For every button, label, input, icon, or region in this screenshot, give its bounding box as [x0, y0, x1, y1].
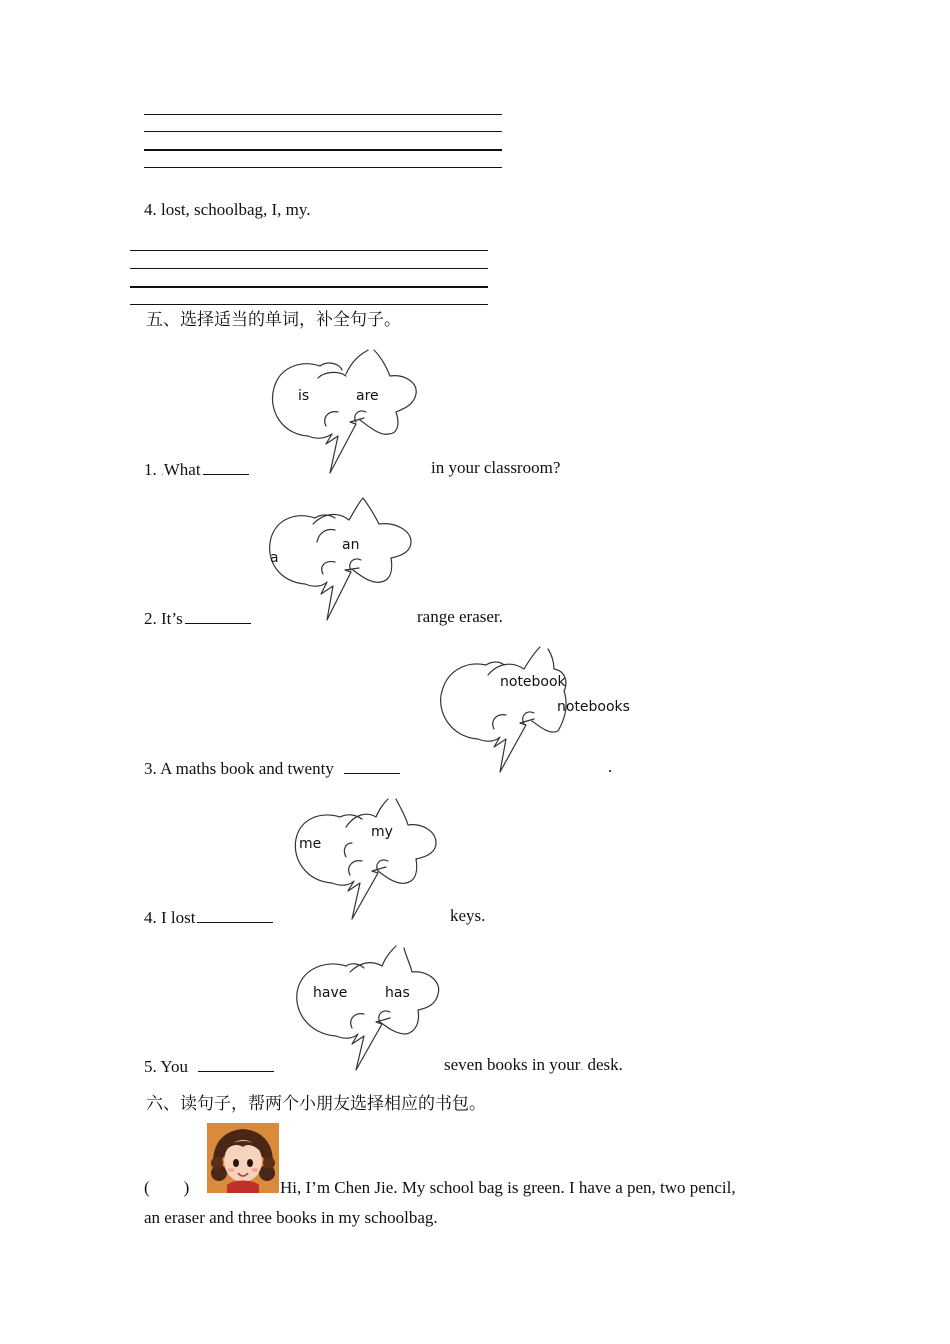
question-tail: range eraser. [417, 607, 503, 626]
writing-line [144, 149, 502, 151]
question-tail [444, 1056, 623, 1073]
question-number: 3. [144, 759, 161, 778]
question-text: A maths book and twenty [160, 759, 334, 778]
question-tail: in your classroom? [431, 458, 561, 477]
reading-sentence-2: an eraser and three books in my schoolbag. [144, 1208, 438, 1227]
option-word: are [356, 388, 379, 404]
reading-sentence-1: Hi, I’m Chen Jie. My school bag is green. I have a pen, two pencil, [280, 1178, 736, 1197]
reorder-question-4: 4. lost, schoolbag, I, my. [144, 200, 311, 219]
answer-blank[interactable] [198, 1056, 274, 1072]
writing-line [130, 286, 488, 288]
reading-line-1 [144, 1179, 189, 1196]
question-tail: . [608, 757, 613, 776]
writing-line [130, 304, 488, 305]
answer-parentheses[interactable]: ( ) [144, 1178, 190, 1197]
question-tail-text: seven books in your [444, 1055, 581, 1074]
fill-question-3 [144, 758, 400, 777]
answer-blank[interactable] [203, 459, 249, 475]
option-word: an [342, 537, 360, 553]
option-word: my [371, 824, 393, 840]
answer-blank[interactable] [185, 608, 251, 624]
cursor-mark: . [161, 466, 164, 478]
option-word: notebook [500, 674, 566, 690]
speech-bubble-icon [292, 946, 447, 1071]
question-tail-text: desk. [587, 1055, 623, 1074]
speech-bubble-icon [265, 498, 420, 623]
writing-line [144, 114, 502, 115]
section-6-title: 六、读句子，帮两个小朋友选择相应的书包。 [146, 1094, 486, 1114]
fill-question-4 [144, 907, 273, 926]
question-tail: keys. [450, 906, 486, 925]
question-number: 5. [144, 1057, 161, 1076]
answer-blank[interactable] [197, 907, 273, 923]
speech-bubble-icon [290, 797, 445, 922]
question-number: 2. [144, 609, 161, 628]
writing-line [144, 131, 502, 132]
cursor-mark: . [580, 1061, 584, 1073]
question-text: What [163, 460, 201, 479]
fill-question-2 [144, 608, 251, 627]
fill-question-1 [144, 459, 249, 478]
option-word: have [313, 985, 348, 1001]
girl-avatar-icon [207, 1123, 279, 1193]
question-text: You [160, 1057, 188, 1076]
writing-line [144, 167, 502, 168]
option-word: is [298, 388, 310, 404]
fill-question-5 [144, 1056, 274, 1075]
section-5-title: 五、选择适当的单词，补全句子。 [146, 310, 401, 330]
answer-blank[interactable] [344, 758, 400, 774]
question-number: 1. [144, 460, 161, 479]
question-number: 4. [144, 908, 161, 927]
option-word: a [270, 550, 279, 566]
option-word: notebooks [557, 699, 630, 715]
option-word: has [385, 985, 410, 1001]
question-text: I lost [161, 908, 196, 927]
question-text: It’s [161, 609, 183, 628]
writing-line [130, 250, 488, 251]
speech-bubble-icon [268, 348, 423, 473]
writing-line [130, 268, 488, 269]
option-word: me [299, 836, 322, 852]
